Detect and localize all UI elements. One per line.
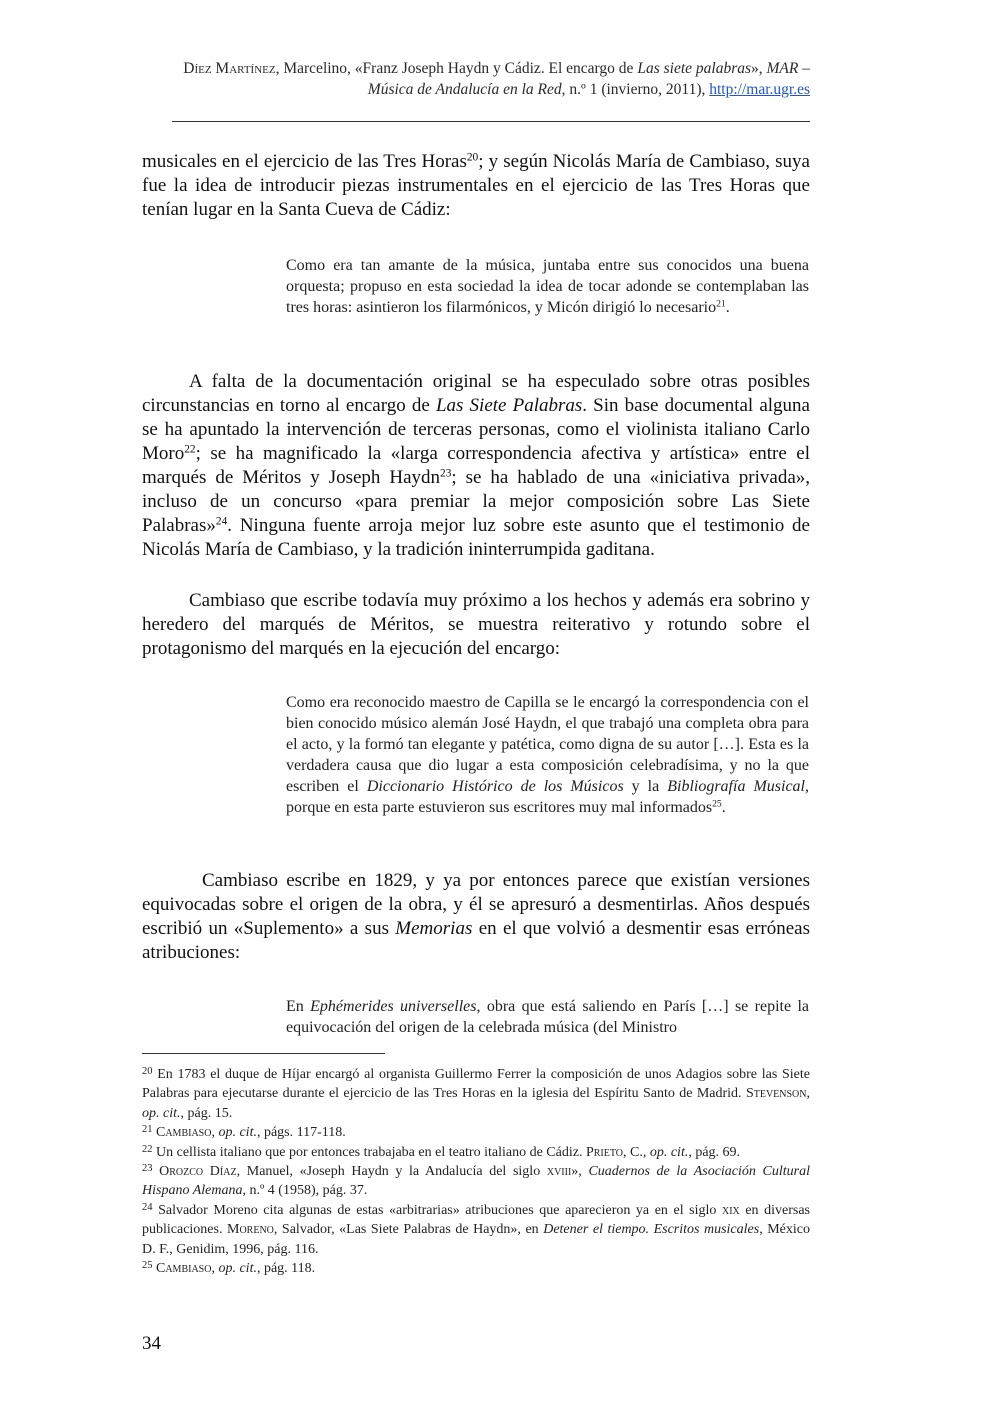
header-journal: MAR – Música de Andalucía en la Red	[367, 60, 810, 98]
footnote-22	[142, 1143, 810, 1162]
footnote-text: en diversas publicaciones.	[142, 1202, 810, 1238]
footnote-century: xix	[721, 1202, 740, 1218]
paragraph-text: musicales en el ejercicio de las Tres Horas	[142, 151, 467, 172]
footnote-text: , C.,	[623, 1144, 650, 1160]
footnote-20	[142, 1065, 810, 1123]
header-work-title: Las siete palabras	[637, 60, 752, 77]
work-title: Diccionario Histórico de los Músicos	[366, 778, 624, 795]
paragraph-text: ; se ha magnificado la «larga correspondencia afectiva y artística» entre el marqués de Méritos y Joseph Haydn	[142, 443, 810, 488]
footnote-number: 20	[142, 1065, 153, 1077]
footnote-ref-20[interactable]: 20	[466, 151, 479, 164]
footnote-italic: op. cit.	[142, 1105, 181, 1121]
footnote-author: Stevenson	[745, 1086, 807, 1102]
footnote-ref-25[interactable]: 25	[712, 798, 722, 810]
footnote-text: »,	[571, 1164, 589, 1180]
footnote-text: ,	[806, 1086, 810, 1102]
footnote-text: ,	[211, 1261, 219, 1277]
footnote-italic: Detener el tiempo. Escritos musicales	[543, 1222, 760, 1238]
footnote-italic: op. cit.	[218, 1125, 257, 1141]
footnote-ref-21[interactable]: 21	[716, 298, 726, 310]
footnote-text: , págs. 117-118.	[256, 1125, 346, 1141]
footnote-text: , Manuel, «Joseph Haydn y la Andalucía del siglo	[236, 1164, 547, 1180]
paragraph-4	[142, 869, 810, 965]
paragraph-text: . Ninguna fuente arroja mejor luz sobre este asunto que el testimonio de Nicolás María de Cambiaso, y la tradición ininterrumpida gaditana.	[142, 515, 810, 560]
footnote-italic: op. cit.	[218, 1261, 257, 1277]
footnote-text: Un cellista italiano que por entonces trabajaba en el teatro italiano de Cádiz.	[152, 1144, 586, 1160]
quote-text: Como era tan amante de la música, juntaba entre sus conocidos una buena orquesta; propuso en esta sociedad la idea de tocar adonde se contemplaban las tres horas: asintieron los filarmónicos, y Micón dirigió lo necesario	[286, 257, 809, 316]
footnote-text: , pág. 69.	[688, 1144, 741, 1160]
page-number: 34	[142, 1333, 161, 1354]
work-title: Ephémerides universelles	[310, 998, 477, 1015]
header-divider	[172, 121, 810, 122]
paragraph-text: ; y según Nicolás María de Cambiaso, suya fue la idea de introducir piezas instrumentales en el ejercicio de las Tres Horas que tenían lugar en la Santa Cueva de Cádiz:	[142, 151, 810, 220]
footnote-author: Moreno	[227, 1222, 274, 1238]
running-header	[142, 58, 810, 100]
footnote-author: Cambiaso	[156, 1125, 212, 1141]
footnote-text: , México D. F., Genidim, 1996, pág. 116.	[142, 1222, 810, 1257]
footnote-text: Salvador Moreno cita algunas de estas «arbitrarias» atribuciones que aparecieron ya en el siglo	[152, 1202, 722, 1218]
header-url-link[interactable]: http://mar.ugr.es	[709, 81, 810, 98]
footnote-italic: Cuadernos de la Asociación Cultural Hispano Alemana	[142, 1164, 810, 1199]
footnote-text: , n.º 4 (1958), pág. 37.	[242, 1183, 368, 1199]
header-issue: , n.º 1 (invierno, 2011),	[561, 81, 710, 98]
header-after-title: »,	[751, 60, 767, 77]
paragraph-text: en el que volvió a desmentir esas erróneas atribuciones:	[142, 918, 810, 963]
footnotes	[142, 1065, 810, 1278]
footnote-text: , pág. 118.	[256, 1261, 316, 1277]
quote-text: .	[721, 799, 726, 816]
work-title: Las Siete Palabras	[435, 395, 583, 416]
paragraph-text: ; se ha hablado de una «iniciativa privada», incluso de un concurso «para premiar la mejor composición sobre Las Siete Palabras»	[142, 467, 810, 536]
paragraph-text: A falta de la documentación original se ha especulado sobre otras posibles circunstancias en torno al encargo de	[142, 371, 810, 416]
footnote-text: , pág. 15.	[180, 1105, 233, 1121]
footnote-ref-22[interactable]: 22	[184, 443, 196, 456]
footnote-text: , Salvador, «Las Siete Palabras de Haydn», en	[273, 1222, 544, 1238]
footnote-number: 21	[142, 1124, 153, 1136]
footnote-25	[142, 1259, 810, 1278]
footnote-author: Prieto	[585, 1144, 623, 1160]
footnote-author: Orozco Díaz	[159, 1164, 237, 1180]
header-author-rest: , Marcelino, «Franz Joseph Haydn y Cádiz. El encargo de	[275, 60, 638, 77]
paragraph-1	[142, 150, 810, 222]
quote-text: , porque en esta parte estuvieron sus escritores muy mal informados	[286, 778, 809, 816]
blockquote-2	[286, 692, 809, 818]
quote-text: y la	[623, 778, 668, 795]
footnote-number: 24	[142, 1201, 153, 1213]
quote-text: Como era reconocido maestro de Capilla se le encargó la correspondencia con el bien conocido músico alemán José Haydn, el que trabajó una completa obra para el acto, y la formó tan elegante y patética, como digna de su autor […]. Esta es la verdadera causa que dio lugar a esta composición celebradísima, y no la que escriben el	[286, 694, 809, 795]
footnote-text: ,	[211, 1125, 219, 1141]
work-title: Bibliografía Musical	[667, 778, 805, 795]
work-title: Memorias	[395, 918, 473, 939]
quote-text: En	[286, 998, 311, 1015]
paragraph-2	[142, 370, 810, 562]
footnote-24	[142, 1201, 810, 1259]
footnote-ref-23[interactable]: 23	[440, 467, 452, 480]
footnote-century: xviii	[546, 1164, 572, 1180]
footnote-number: 22	[142, 1143, 153, 1155]
footnote-author: Cambiaso	[156, 1261, 212, 1277]
footnote-number: 25	[142, 1259, 153, 1271]
footnote-divider	[142, 1053, 385, 1054]
quote-text: , obra que está saliendo en París […] se repite la equivocación del origen de la celebrada música (del Ministro	[286, 998, 810, 1036]
footnote-23	[142, 1162, 810, 1201]
footnote-21	[142, 1123, 810, 1142]
footnote-italic: op. cit.	[649, 1144, 689, 1160]
blockquote-3	[286, 996, 809, 1038]
footnote-number: 23	[142, 1162, 153, 1174]
paragraph-text: Cambiaso escribe en 1829, y ya por entonces parece que existían versiones equivocadas sobre el origen de la obra, y él se apresuró a desmentirlas. Años después escribió un «Suplemento» a sus	[142, 870, 810, 939]
footnote-text: En 1783 el duque de Híjar encargó al organista Guillermo Ferrer la composición de unos Adagios sobre las Siete Palabras para ejecutarse durante el ejercicio de las Tres Horas en la iglesia del Espíritu Santo de Madrid.	[142, 1067, 810, 1102]
header-author-surname: Díez Martínez	[183, 60, 276, 77]
blockquote-1	[286, 255, 809, 318]
quote-text: .	[725, 299, 730, 316]
paragraph-text: . Sin base documental alguna se ha apuntado la intervención de terceras personas, como el violinista italiano Carlo Moro	[142, 395, 810, 464]
footnote-ref-24[interactable]: 24	[215, 515, 228, 528]
paragraph-3: Cambiaso que escribe todavía muy próximo a los hechos y además era sobrino y heredero del marqués de Méritos, se muestra reiterativo y rotundo sobre el protagonismo del marqués en la ejecución del encargo:	[142, 590, 810, 659]
